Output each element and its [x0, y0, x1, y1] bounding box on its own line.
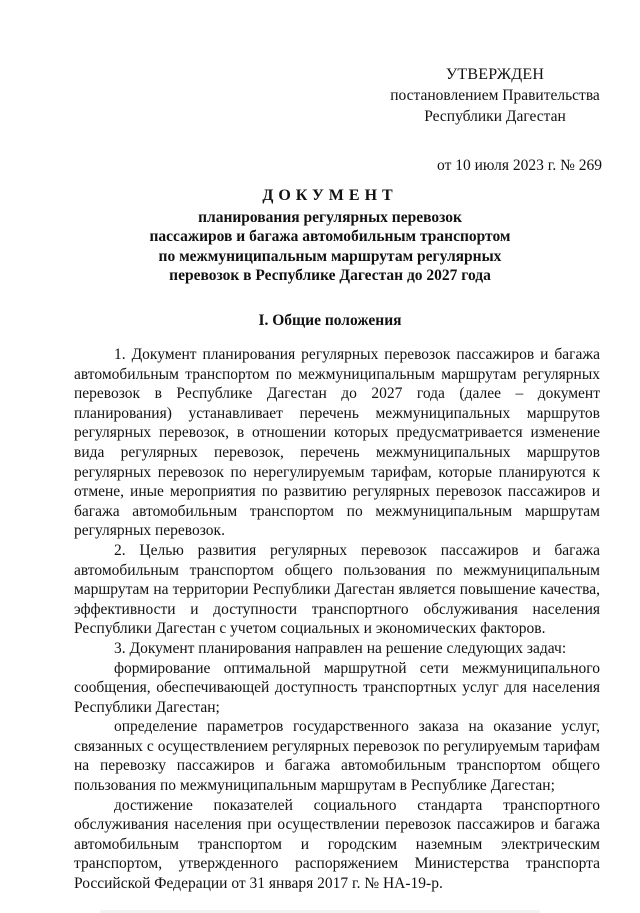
paragraph-task-1: формирование оптимальной маршрутной сети межмуниципального сообщения, обеспечивающей доступность транспортных услуг для населения Республики Дагестан;: [74, 659, 600, 716]
approved-label: УТВЕРЖДЕН: [445, 66, 545, 83]
document-subtitle-line3: по межмуниципальным маршрутам регулярных: [158, 247, 502, 265]
document-subtitle-line4: перевозок в Республике Дагестан до 2027 года: [169, 267, 491, 284]
paragraph-3: 3. Документ планирования направлен на решение следующих задач:: [114, 639, 567, 657]
approval-stamp: [380, 64, 610, 176]
document-subtitle-line1: планирования регулярных перевозок: [198, 208, 462, 226]
document-title: ДОКУМЕНТ: [262, 187, 398, 204]
document-body: [74, 345, 600, 894]
paragraph-1: 1. Документ планирования регулярных перевозок пассажиров и багажа автомобильным транспортом по межмуниципальным маршрутам регулярных перевозок в Республике Дагестан до 2027 года (далее – документ планирования) устанавливает перечень межмуниципальных маршрутов регулярных перевозок, в отношении которых предусматривается изменение вида регулярных перевозок, перечень межмуниципальных маршрутов регулярных перевозок по нерегулируемым тарифам, которые планируются к отмене, иные мероприятия по развитию регулярных перевозок пассажиров и багажа автомобильным транспортом по межмуниципальным маршрутам регулярных перевозок.: [74, 346, 600, 540]
approval-issuer-line1: постановлением Правительства: [390, 87, 600, 104]
paragraph-task-2: определение параметров государственного заказа на оказание услуг, связанных с осуществлением регулярных перевозок по регулируемым тарифам на перевозку пассажиров и багажа автомобильным транспортом общего пользования по межмуниципальным маршрутам в Республике Дагестан;: [74, 718, 600, 795]
paragraph-task-3: достижение показателей социального стандарта транспортного обслуживания населения при осуществлении перевозок пассажиров и багажа автомобильным транспортом и городским наземным электрическим транспортом, утвержденного распоряжением Министерства транспорта Российской Федерации от 31 января 2017 г. № НА-19-р.: [74, 796, 600, 893]
paragraph-2: 2. Целью развития регулярных перевозок пассажиров и багажа автомобильным транспортом общего пользования по межмуниципальным маршрутам на территории Республики Дагестан является повышение качества, эффективности и доступности транспортного обслуживания населения Республики Дагестан с учетом социальных и экономических факторов.: [74, 541, 600, 638]
document-subtitle-line2: пассажиров и багажа автомобильным транспортом: [149, 228, 511, 245]
document-title-block: [60, 186, 600, 286]
section-heading: I. Общие положения: [258, 312, 402, 329]
approval-date: от 10 июля 2023 г. № 269: [437, 157, 602, 174]
approval-issuer-line2: Республики Дагестан: [424, 108, 566, 125]
